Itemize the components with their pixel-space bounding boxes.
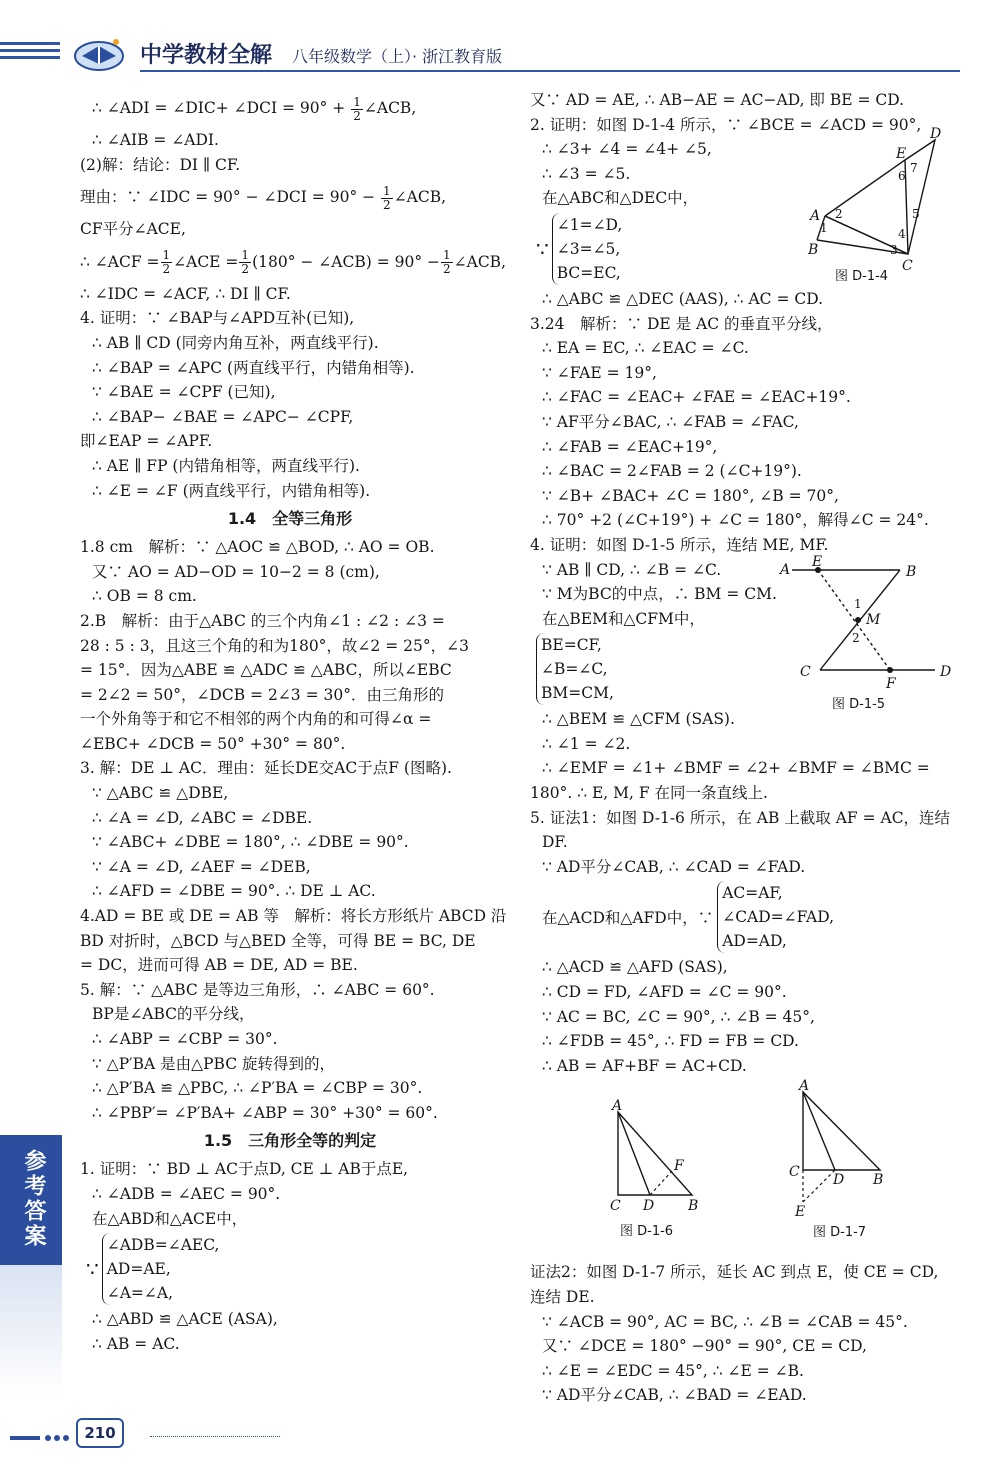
point-label: D [940,664,952,680]
answer-line: ∴ ∠ADI = ∠DIC+ ∠DCI = 90° + $\frac{1}{2}$ ∠ACB, [92,94,417,123]
answer-line: (2)解：结论：DI ∥ CF. [80,155,241,174]
point-label: B [688,1198,699,1214]
figure-caption: 图 D-1-5 [832,697,886,712]
point-label: B [906,564,917,580]
answer-line: 在△ABC和△DEC中， [542,189,699,208]
point-label: A [612,1098,623,1114]
side-tab-label: 参考答案 [21,1149,46,1249]
book-subtitle: 八年级数学（上）· 浙江教育版 [292,47,503,66]
figure-d-1-6 [600,1100,720,1249]
because-symbol: ∵ [536,236,549,261]
answer-line: ∵ AD平分∠CAB, ∴ ∠CAD = ∠FAD. [542,857,806,876]
answer-line: ∴ ∠A = ∠D, ∠ABC = ∠DBE. [92,808,313,827]
answer-line: 理由：∵ ∠IDC = 90° − ∠DCI = 90° − $\frac{1}{2}$ ∠ACB, [80,183,447,212]
answer-line: ∴ ∠FAC = ∠EAC+ ∠FAE = ∠EAC+19°. [542,388,851,407]
answer-line: ∴ ∠ACF = $\frac{1}{2}$ ∠ACE = $\frac{1}{2}$ (180° − ∠ACB) = 90° − $\frac{1}{2}$ ∠ACB, [80,248,506,277]
answer-line: ∵ △ABC ≌ △DBE, [92,784,229,803]
answer-line: ∴ AB = AF+BF = AC+CD. [542,1056,747,1075]
point-label: C [902,258,913,274]
fraction: $\frac{1}{2}$ [383,183,391,212]
point-label: D [930,126,942,142]
answer-line: 1. 证明：∵ BD ⊥ AC于点D, CE ⊥ AB于点E, [80,1160,409,1179]
condition-line: ∠A=∠A, [106,1284,174,1303]
figure-d-1-5 [780,556,960,720]
book-title: 中学教材全解 [140,43,273,68]
answer-line: ∴ AB ∥ CD (同旁内角互补，两直线平行). [92,333,379,352]
because-symbol: ∵ [86,1257,99,1282]
answer-line: ∴ ∠ADB = ∠AEC = 90°. [92,1184,281,1203]
side-gradient-bar [0,1265,62,1395]
answer-line: = 2∠2 = 50°，∠DCB = 2∠3 = 30°．由三角形的 [80,685,444,704]
answer-line: ∴ ∠BAP = ∠APC (两直线平行，内错角相等). [92,358,415,377]
angle-label: 5 [912,207,920,221]
answer-line: 4. 证明：∵ ∠BAP与∠APD互补(已知), [80,309,355,328]
condition-line: ∠B=∠C, [541,660,608,679]
answer-line: ∴ ∠FDB = 45°, ∴ FD = FB = CD. [542,1032,799,1051]
answer-line: ∴ ∠3+ ∠4 = ∠4+ ∠5, [542,140,712,159]
answer-line: = 15°．因为△ABE ≌ △ADC ≌ △ABC，所以∠EBC [80,661,452,680]
angle-label: 1 [854,597,862,611]
condition-line: AC=AF, [722,884,783,903]
page-header [0,0,1000,80]
answer-line: ∵ ∠ACB = 90°, AC = BC, ∴ ∠B = ∠CAB = 45°. [542,1312,908,1331]
answer-line: ∴ △BEM ≌ △CFM (SAS). [542,710,735,729]
answer-line: 28 : 5 : 3，且这三个角的和为180°，故∠2 = 25°，∠3 [80,636,469,655]
answer-line: 5. 解：∵ △ABC 是等边三角形，∴ ∠ABC = 60°. [80,980,435,999]
page-number: 210 [76,1418,124,1448]
answer-line: ∵ ∠ABC+ ∠DBE = 180°, ∴ ∠DBE = 90°. [92,833,409,852]
condition-line: AD=AE, [106,1260,171,1279]
point-label: C [789,1164,800,1180]
point-label: M [866,612,881,628]
section-heading: 1.5 三角形全等的判定 [203,1131,377,1151]
angle-label: 2 [835,207,843,221]
answer-line: ∴ 70° +2 (∠C+19°) + ∠C = 180°，解得∠C = 24°. [542,511,929,530]
figure-caption: 图 D-1-4 [835,269,889,284]
answer-line: 3.24 解析：∵ DE 是 AC 的垂直平分线， [530,314,833,333]
answer-line: ∴ ∠E = ∠F (两直线平行，内错角相等). [92,481,371,500]
header-rule [140,70,960,72]
answer-line: 连结 DE. [530,1288,595,1306]
point-label: C [610,1198,621,1214]
answer-line: = DC，进而可得 AB = DE, AD = BE. [80,956,358,975]
answer-line: 又∵ ∠DCE = 180° −90° = 90°, CE = CD, [542,1337,867,1356]
answer-line: 在△ABD和△ACE中， [92,1209,248,1228]
answer-line: ∴ EA = EC, ∴ ∠EAC = ∠C. [542,339,749,358]
answer-line: ∴ ∠1 = ∠2. [542,734,631,753]
header-stripes [0,42,60,63]
fraction: $\frac{1}{2}$ [443,248,451,277]
answer-line: ∴ ∠PBP′= ∠P′BA+ ∠ABP = 30° +30° = 60°. [92,1103,438,1122]
condition-line: ∠1=∠D, [556,215,623,234]
answer-line: ∴ ∠3 = ∠5. [542,164,631,183]
answer-line: ∴ CD = FD, ∠AFD = ∠C = 90°. [542,983,787,1002]
answer-line: ∵ ∠FAE = 19°, [542,363,657,382]
answer-line: ∵ ∠BAE = ∠CPF (已知), [92,383,276,402]
angle-label: 3 [890,243,898,257]
answer-line: 又∵ AO = AD−OD = 10−2 = 8 (cm), [92,562,380,581]
point-label: B [873,1172,884,1188]
condition-line: ∠ADB=∠AEC, [106,1236,220,1255]
answer-line: CF平分∠ACE, [80,220,186,239]
angle-label: 1 [820,221,828,235]
answer-line: ∵ AB ∥ CD, ∴ ∠B = ∠C. [542,560,722,579]
answer-line: ∵ M为BC的中点，∴ BM = CM. [542,585,777,604]
condition-line: BM=CM, [541,684,614,703]
point-label: B [808,242,819,258]
point-label: A [799,1078,810,1094]
answer-line: ∵ △P′BA 是由△PBC 旋转得到的， [92,1054,335,1073]
condition-line: BE=CF, [541,636,602,655]
answer-line: ∵ ∠A = ∠D, ∠AEF = ∠DEB, [92,857,311,876]
answer-line: ∵ ∠B+ ∠BAC+ ∠C = 180°, ∠B = 70°, [542,486,839,505]
answer-line: ∴ ∠ABP = ∠CBP = 30°. [92,1030,278,1048]
angle-label: 4 [898,227,906,241]
answer-line: ∴ ∠EMF = ∠1+ ∠BMF = ∠2+ ∠BMF = ∠BMC = [542,759,930,778]
answer-line: 3. 解：DE ⊥ AC．理由：延长DE交AC于点F (图略). [80,759,452,778]
answer-line: BP是∠ABC的平分线， [92,1005,255,1024]
fraction: $\frac{1}{2}$ [353,94,361,123]
answer-line: DF. [542,833,568,852]
answer-line: ∴ AE ∥ FP (内错角相等，两直线平行). [92,456,360,475]
figure-caption: 图 D-1-7 [813,1225,867,1240]
figure-d-1-4 [790,128,960,292]
answer-line: ∴ △ACD ≌ △AFD (SAS), [542,958,728,977]
point-label: E [812,554,823,570]
angle-label: 2 [852,631,860,645]
footer-dots [10,1428,70,1436]
left-column [80,88,507,1356]
answer-line: ∴ AB = AC. [92,1334,180,1353]
answer-line: ∠EBC+ ∠DCB = 50° +30° = 80°. [80,734,346,753]
point-label: F [886,676,896,692]
answer-line: 即∠EAP = ∠APF. [80,432,213,451]
answer-line: 5. 证法1：如图 D-1-6 所示，在 AB 上截取 AF = AC，连结 [530,808,951,827]
point-label: D [643,1198,655,1214]
answer-line: ∵ AC = BC, ∠C = 90°, ∴ ∠B = 45°, [542,1007,815,1026]
answer-line: ∴ ∠BAP− ∠BAE = ∠APC− ∠CPF, [92,407,354,426]
condition-intro: 在△ACD和△AFD中，∵ [542,909,714,928]
condition-brace [86,1233,500,1305]
point-label: E [896,146,907,162]
condition-line: AD=AD, [722,932,787,951]
answer-line: ∴ ∠FAB = ∠EAC+19°, [542,437,718,456]
answer-line: 4. 证明：如图 D-1-5 所示，连结 ME, MF. [530,535,829,554]
answer-line: ∴ ∠AIB = ∠ADI. [92,131,219,149]
condition-line: BC=EC, [556,263,621,282]
point-label: C [800,664,811,680]
answer-line: ∴ ∠AFD = ∠DBE = 90°. ∴ DE ⊥ AC. [92,882,376,901]
answer-line: 在△BEM和△CFM中， [542,609,705,628]
answer-line: ∴ △P′BA ≌ △PBC, ∴ ∠P′BA = ∠CBP = 30°. [92,1079,423,1098]
answer-line: ∴ ∠BAC = 2∠FAB = 2 (∠C+19°). [542,462,802,481]
condition-brace [542,881,960,953]
fraction: $\frac{1}{2}$ [162,248,171,277]
condition-line: ∠CAD=∠FAD, [722,908,835,927]
book-logo-icon [70,34,128,72]
answers-side-tab [0,1135,62,1265]
answer-line: BD 对折时，△BCD 与△BED 全等，可得 BE = BC, DE [80,931,476,950]
point-label: A [780,562,791,578]
answer-line: ∴ ∠E = ∠EDC = 45°, ∴ ∠E = ∠B. [542,1361,804,1380]
answer-line: 4.AD = BE 或 DE = AB 等 解析：将长方形纸片 ABCD 沿 [80,907,507,926]
answer-line: ∴ △ABC ≌ △DEC (AAS), ∴ AC = CD. [542,289,824,308]
answer-line: 1.8 cm 解析：∵ △AOC ≌ △BOD, ∴ AO = OB. [80,538,435,557]
answer-line: 2. 证明：如图 D-1-4 所示，∵ ∠BCE = ∠ACD = 90°, [530,115,922,134]
answer-line: 又∵ AD = AE, ∴ AB−AE = AC−AD, 即 BE = CD. [530,91,905,109]
answer-line: ∵ AF平分∠BAC, ∴ ∠FAB = ∠FAC, [542,412,799,431]
angle-label: 6 [898,169,906,183]
point-label: F [674,1158,684,1174]
answer-line: 180°. ∴ E, M, F 在同一条直线上. [530,784,768,803]
angle-label: 7 [910,161,918,175]
point-label: E [795,1204,806,1220]
figure-d-1-7 [785,1078,905,1250]
answer-line: 一个外角等于和它不相邻的两个内角的和可得∠α = [80,710,432,729]
answer-line: 证法2：如图 D-1-7 所示，延长 AC 到点 E，使 CE = CD, [530,1263,939,1282]
figure-caption: 图 D-1-6 [620,1224,674,1239]
footer-rule [150,1436,280,1437]
point-label: D [833,1172,845,1188]
answer-line: ∴ OB = 8 cm. [92,587,197,606]
answer-line: 2.B 解析：由于△ABC 的三个内角∠1 : ∠2 : ∠3 = [80,611,445,630]
condition-line: ∠3=∠5, [556,239,621,258]
answer-line: ∴ △ABD ≌ △ACE (ASA), [92,1310,278,1329]
answer-line: ∵ AD平分∠CAB, ∴ ∠BAD = ∠EAD. [542,1386,807,1405]
point-label: A [810,208,821,224]
section-heading: 1.4 全等三角形 [227,509,353,529]
fraction: $\frac{1}{2}$ [241,248,250,277]
answer-line: ∴ ∠IDC = ∠ACF, ∴ DI ∥ CF. [80,284,291,303]
